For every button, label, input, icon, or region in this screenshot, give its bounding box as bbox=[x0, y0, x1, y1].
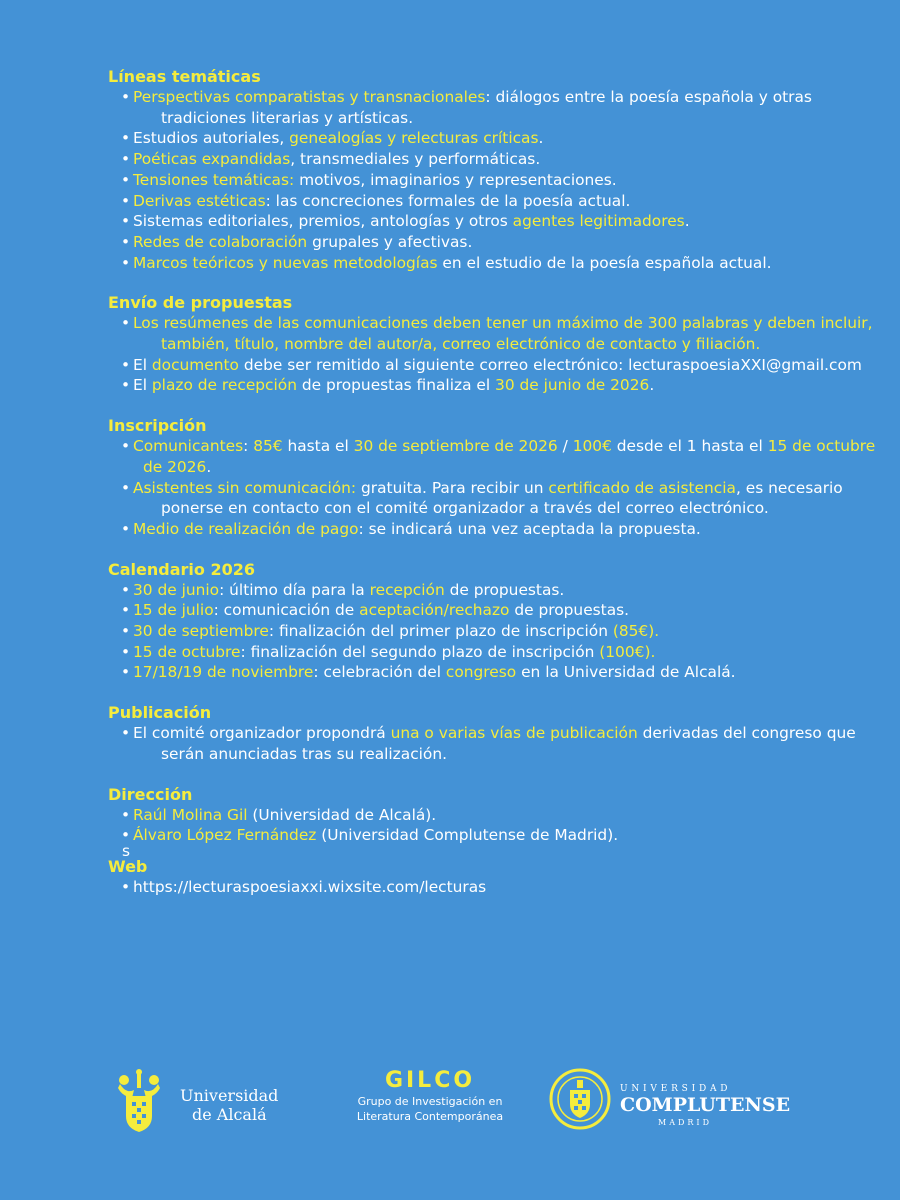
list-item: • Los resúmenes de las comunicaciones deben tener un máximo de 300 palabras y deben incluir, también, título, nombre del autor/a, correo electrónico de contacto y filiación. bbox=[121, 314, 873, 354]
bullet-icon: • bbox=[121, 478, 131, 497]
submission-list bbox=[108, 313, 888, 396]
section-heading: Envío de propuestas bbox=[108, 293, 293, 313]
list-item: • Marcos teóricos y nuevas metodologías en el estudio de la poesía española actual. bbox=[121, 253, 772, 272]
email-address: debe ser remitido al siguiente correo electrónico: lecturaspoesiaXXI@gmail.com bbox=[238, 355, 862, 374]
complutense-seal-icon bbox=[548, 1066, 612, 1132]
section-heading: Líneas temáticas bbox=[108, 67, 261, 86]
list-item: • Derivas estéticas: las concreciones formales de la poesía actual. bbox=[121, 191, 631, 210]
section-heading: Dirección bbox=[108, 784, 193, 804]
bullet-icon: • bbox=[121, 191, 131, 210]
publication-list bbox=[108, 723, 888, 764]
list-item: • Sistemas editoriales, premios, antologías y otros agentes legitimadores. bbox=[121, 212, 690, 231]
web-list bbox=[108, 877, 888, 898]
calendar-list bbox=[108, 580, 888, 684]
section-calendario bbox=[108, 559, 888, 684]
section-heading: Calendario 2026 bbox=[108, 559, 255, 579]
bullet-icon: • bbox=[121, 724, 131, 743]
section-heading: Web bbox=[108, 856, 148, 876]
list-item: • Álvaro López Fernández (Universidad Complutense de Madrid). bbox=[121, 826, 619, 845]
topic-list bbox=[108, 87, 888, 273]
list-item: • El comité organizador propondrá una o varias vías de publicación derivadas del congreso que serán anunciadas tras su realización. bbox=[121, 724, 856, 763]
logo-bar bbox=[0, 1060, 900, 1140]
bullet-icon: • bbox=[121, 170, 131, 189]
bullet-icon: • bbox=[121, 663, 131, 682]
bullet-icon: • bbox=[121, 314, 131, 333]
bullet-icon: • bbox=[121, 877, 131, 896]
direction-list bbox=[108, 805, 888, 846]
list-item: • 30 de junio: último día para la recepción de propuestas. bbox=[121, 580, 565, 599]
bullet-icon: • bbox=[121, 805, 131, 824]
list-item: • Estudios autoriales, genealogías y relecturas críticas. bbox=[121, 129, 544, 148]
section-publicacion bbox=[108, 702, 888, 764]
list-item: • Perspectivas comparatistas y transnacionales: diálogos entre la poesía española y otras tradiciones literarias y artísticas. bbox=[121, 88, 812, 127]
bullet-icon: • bbox=[121, 129, 131, 148]
list-item: • 15 de octubre: finalización del segundo plazo de inscripción (100€). bbox=[121, 642, 656, 661]
bullet-icon: • bbox=[121, 88, 131, 106]
bullet-icon: • bbox=[121, 642, 131, 661]
gilco-mark: GILCO bbox=[384, 1068, 476, 1093]
section-inscripcion bbox=[108, 415, 888, 540]
bullet-icon: • bbox=[121, 150, 131, 169]
registration-list bbox=[108, 436, 888, 540]
bullet-icon: • bbox=[121, 355, 131, 374]
gilco-line-1: Grupo de Investigación en bbox=[357, 1095, 503, 1108]
list-item: • 17/18/19 de noviembre: celebración del congreso en la Universidad de Alcalá. bbox=[121, 663, 736, 682]
bullet-icon: • bbox=[121, 580, 131, 599]
section-direccion bbox=[108, 784, 888, 858]
universidad-alcala-logo bbox=[108, 1068, 288, 1132]
bullet-icon: • bbox=[121, 212, 131, 231]
alcala-crest-icon bbox=[108, 1068, 170, 1134]
list-item bbox=[108, 877, 888, 898]
bullet-icon: • bbox=[121, 622, 131, 641]
complutense-line-3: MADRID bbox=[658, 1118, 712, 1127]
bullet-icon: • bbox=[121, 232, 131, 251]
alcala-name: Universidad de Alcalá bbox=[180, 1086, 279, 1124]
list-item: • El plazo de recepción de propuestas finaliza el 30 de junio de 2026. bbox=[121, 376, 655, 395]
section-lineas-tematicas bbox=[108, 66, 888, 273]
section-heading: Inscripción bbox=[108, 416, 207, 436]
bullet-icon: • bbox=[121, 519, 131, 538]
gilco-line-2: Literatura Contemporánea bbox=[356, 1110, 504, 1123]
program-content bbox=[108, 66, 888, 917]
section-heading: Publicación bbox=[108, 703, 212, 723]
list-item: • Poéticas expandidas, transmediales y performáticas. bbox=[121, 150, 541, 169]
list-item: • Redes de colaboración grupales y afectivas. bbox=[121, 232, 473, 251]
complutense-line-1: UNIVERSIDAD bbox=[620, 1084, 732, 1094]
section-envio-propuestas bbox=[108, 292, 888, 396]
stray-character: s bbox=[122, 841, 131, 860]
gilco-logo bbox=[340, 1068, 520, 1132]
bullet-icon: • bbox=[121, 376, 131, 395]
list-item: • 15 de julio: comunicación de aceptación/rechazo de propuestas. bbox=[121, 601, 630, 620]
universidad-complutense-logo bbox=[548, 1066, 791, 1132]
list-item: • Tensiones temáticas: motivos, imaginarios y representaciones. bbox=[121, 170, 617, 189]
bullet-icon: • bbox=[121, 437, 131, 456]
website-link[interactable]: https://lecturaspoesiaxxi.wixsite.com/lecturas bbox=[133, 877, 487, 896]
list-item: • Raúl Molina Gil (Universidad de Alcalá). bbox=[121, 805, 437, 824]
list-item: • Medio de realización de pago: se indicará una vez aceptada la propuesta. bbox=[121, 519, 701, 538]
list-item: • Asistentes sin comunicación: gratuita. Para recibir un certificado de asistencia, es necesario ponerse en contacto con el comité organizador a través del correo electrónico. bbox=[121, 478, 843, 518]
section-web bbox=[108, 856, 888, 898]
list-item: • Comunicantes: 85€ hasta el 30 de septiembre de 2026 / 100€ desde el 1 hasta el 15 de octubre de 2026. bbox=[121, 437, 876, 476]
bullet-icon: • bbox=[121, 253, 131, 272]
bullet-icon: • bbox=[121, 601, 131, 620]
bullet-icon: • bbox=[121, 826, 131, 845]
list-item: • El documento debe ser remitido al siguiente correo electrónico: lecturaspoesiaXXI@gmail.com bbox=[121, 355, 862, 374]
list-item: • 30 de septiembre: finalización del primer plazo de inscripción (85€). bbox=[121, 622, 660, 641]
complutense-line-2: COMPLUTENSE bbox=[620, 1094, 791, 1116]
